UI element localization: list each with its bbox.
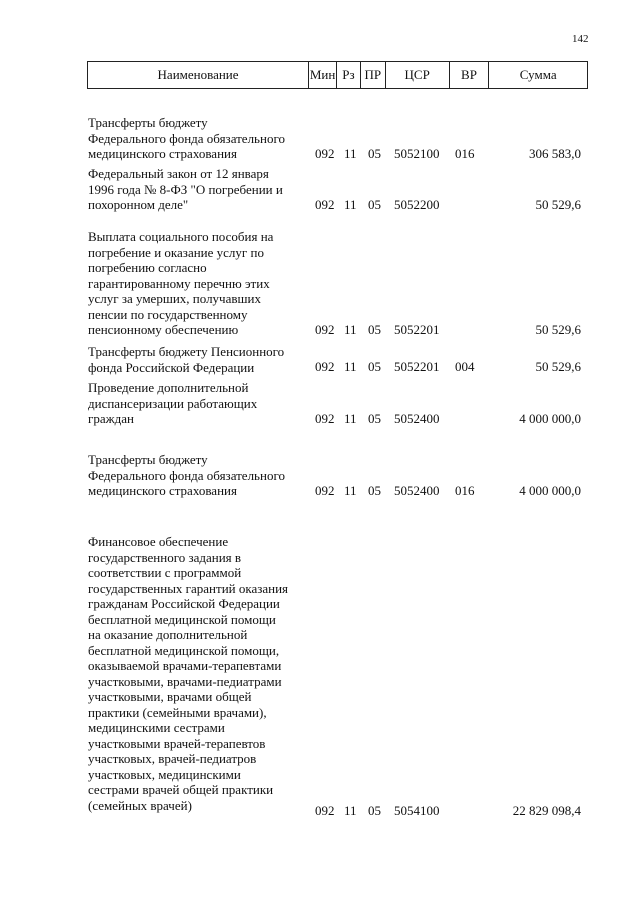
header-name: Наименование: [157, 67, 239, 83]
table-row: [0, 534, 640, 818]
row-name: Трансферты бюджету Федерального фонда обязательного медицинского страхования: [88, 115, 285, 161]
row-name: Федеральный закон от 12 января 1996 года № 8-ФЗ "О погребении и похоронном деле": [88, 166, 283, 212]
row-rz: 11: [344, 802, 357, 818]
row-name: Выплата социального пособия на погребение и оказание услуг по погребению согласно гарантированному перечню этих услуг за умерших, получавших пенсии по государственному пенсионному обеспечению: [88, 229, 274, 337]
row-pr: 05: [368, 482, 381, 498]
row-pr: 05: [368, 410, 381, 426]
row-min: 092: [315, 358, 335, 374]
table-row: [0, 229, 640, 337]
row-name: Финансовое обеспечение государственного задания в соответствии с программой государственных гарантий оказания гражданам Российской Федерации бесплатной медицинской помощи на оказание дополнительной бесплатной медицинской помощи, оказываемой врачами-терапевтами участковыми, врачами-педиатрами участковыми, врачами общей практики (семейными врачами), медицинскими сестрами участковыми врачей-терапевтов участковых, врачей-педиатров участковых, медицинскими сестрами врачей общей практики (семейных врачей): [88, 534, 289, 813]
row-csr: 5052100: [394, 145, 440, 161]
row-min: 092: [315, 802, 335, 818]
table-row: [0, 344, 640, 374]
row-csr: 5054100: [394, 802, 440, 818]
table-header: [87, 61, 588, 89]
row-vr: 004: [455, 358, 475, 374]
header-vr: ВР: [449, 62, 489, 88]
row-csr: 5052201: [394, 358, 440, 374]
row-sum: 50 529,6: [535, 321, 581, 337]
header-sum: Сумма: [488, 62, 587, 88]
row-pr: 05: [368, 145, 381, 161]
row-vr: 016: [455, 145, 475, 161]
row-min: 092: [315, 410, 335, 426]
row-sum: 50 529,6: [535, 196, 581, 212]
row-pr: 05: [368, 196, 381, 212]
row-rz: 11: [344, 196, 357, 212]
row-sum: 4 000 000,0: [519, 410, 581, 426]
table-row: [0, 166, 640, 212]
row-name: Трансферты бюджету Федерального фонда обязательного медицинского страхования: [88, 452, 285, 498]
row-pr: 05: [368, 802, 381, 818]
row-csr: 5052200: [394, 196, 440, 212]
row-sum: 306 583,0: [529, 145, 581, 161]
row-sum: 22 829 098,4: [512, 802, 581, 818]
row-min: 092: [315, 321, 335, 337]
row-pr: 05: [368, 321, 381, 337]
row-min: 092: [315, 196, 335, 212]
header-rz: Рз: [336, 62, 360, 88]
header-pr: ПР: [360, 62, 385, 88]
row-name: Трансферты бюджету Пенсионного фонда Российской Федерации: [88, 344, 285, 375]
row-sum: 4 000 000,0: [519, 482, 581, 498]
row-min: 092: [315, 482, 335, 498]
page-number: 142: [572, 33, 589, 45]
table-row: [0, 115, 640, 161]
row-rz: 11: [344, 321, 357, 337]
row-rz: 11: [344, 410, 357, 426]
row-sum: 50 529,6: [535, 358, 581, 374]
table-row: [0, 452, 640, 498]
row-csr: 5052400: [394, 410, 440, 426]
row-csr: 5052201: [394, 321, 440, 337]
table-row: [0, 380, 640, 426]
header-csr: ЦСР: [385, 62, 449, 88]
row-rz: 11: [344, 145, 357, 161]
row-vr: 016: [455, 482, 475, 498]
row-rz: 11: [344, 482, 357, 498]
header-min: Мин: [308, 62, 336, 88]
row-pr: 05: [368, 358, 381, 374]
row-csr: 5052400: [394, 482, 440, 498]
row-rz: 11: [344, 358, 357, 374]
row-name: Проведение дополнительной диспансеризации работающих граждан: [88, 380, 258, 426]
row-min: 092: [315, 145, 335, 161]
